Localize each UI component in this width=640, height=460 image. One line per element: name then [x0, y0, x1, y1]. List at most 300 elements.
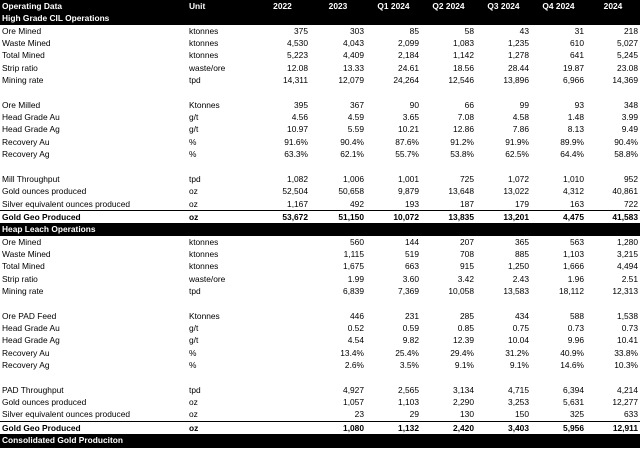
value-cell: 4.56	[291, 112, 308, 123]
row-label: Gold ounces produced	[2, 186, 87, 197]
row-label: Ore PAD Feed	[2, 310, 57, 321]
header-row	[0, 0, 640, 12]
section-title: Consolidated Gold Produciton	[0, 434, 640, 447]
value-cell: 4,530	[287, 38, 308, 49]
value-cell: 24.61	[398, 62, 419, 73]
value-cell: 5.59	[347, 124, 364, 135]
total-row	[0, 210, 640, 223]
value-cell: 725	[460, 173, 474, 184]
value-cell: 12.08	[287, 62, 308, 73]
value-cell: 325	[570, 409, 584, 420]
row-unit: %	[189, 347, 197, 358]
row-unit: ktonnes	[189, 236, 219, 247]
value-cell: 4.54	[347, 335, 364, 346]
value-cell	[255, 322, 310, 334]
value-cell: 51,150	[310, 210, 366, 223]
table-row	[0, 384, 640, 396]
row-label: Recovery Ag	[2, 359, 50, 370]
value-cell: 87.6%	[395, 136, 419, 147]
value-cell: 9.49	[621, 124, 638, 135]
value-cell: 43	[519, 25, 529, 36]
value-cell: 14.6%	[560, 359, 584, 370]
value-cell: 10,072	[366, 210, 421, 223]
value-cell: 12,079	[338, 75, 364, 86]
value-cell	[255, 310, 310, 322]
value-cell: 91.9%	[505, 136, 529, 147]
value-cell	[255, 359, 310, 371]
value-cell: 12,911	[586, 421, 640, 434]
spacer-cell	[0, 86, 640, 98]
table-row	[0, 74, 640, 86]
value-cell: 6,839	[343, 285, 364, 296]
value-cell: 4,475	[531, 210, 586, 223]
value-cell: 13,648	[448, 186, 474, 197]
value-cell: 18,112	[559, 285, 584, 296]
value-cell: 10.3%	[614, 359, 638, 370]
table-row	[0, 49, 640, 61]
value-cell: 85	[409, 25, 419, 36]
value-cell: 1,006	[343, 173, 364, 184]
value-cell: 3.99	[621, 112, 638, 123]
section-header-row	[0, 223, 640, 235]
value-cell	[255, 396, 310, 408]
row-unit: oz	[187, 421, 255, 434]
value-cell: 231	[405, 310, 419, 321]
value-cell: 492	[350, 198, 364, 209]
value-cell: 1,666	[563, 261, 584, 272]
value-cell: 4,409	[343, 50, 364, 61]
value-cell	[255, 248, 310, 260]
value-cell: 2,099	[398, 38, 419, 49]
value-cell: 663	[405, 261, 419, 272]
value-cell: 12.86	[453, 124, 474, 135]
value-cell: 7.86	[512, 124, 529, 135]
value-cell: 4.58	[512, 112, 529, 123]
value-cell: 395	[294, 99, 308, 110]
value-cell: 12,277	[612, 397, 638, 407]
value-cell: 1.99	[347, 273, 364, 284]
value-cell	[255, 236, 310, 248]
table-row	[0, 185, 640, 197]
table-row	[0, 111, 640, 123]
section-header-row	[0, 12, 640, 24]
value-cell: 9.96	[567, 335, 584, 346]
table-row	[0, 334, 640, 346]
value-cell: 207	[460, 236, 474, 247]
value-cell: 93	[574, 99, 584, 110]
value-cell: 708	[460, 248, 474, 259]
value-cell: 1,072	[508, 173, 529, 184]
table-row	[0, 260, 640, 272]
row-label: PAD Throughput	[2, 384, 64, 395]
value-cell: 12.39	[453, 335, 474, 346]
value-cell: 3,215	[617, 248, 638, 259]
value-cell: 4,715	[508, 384, 529, 395]
value-cell: 9.82	[402, 335, 419, 346]
value-cell: 1.96	[567, 273, 584, 284]
table-row	[0, 62, 640, 74]
value-cell: 3,253	[508, 397, 529, 407]
row-unit: %	[189, 149, 197, 160]
value-cell: 10.04	[508, 335, 529, 346]
value-cell: 40.9%	[560, 347, 584, 358]
header-q4-2024: Q4 2024	[531, 0, 586, 12]
value-cell: 40,861	[612, 186, 638, 197]
row-label: Total Mined	[2, 261, 45, 272]
value-cell	[255, 347, 310, 359]
value-cell: 13,022	[503, 186, 529, 197]
row-label: Strip ratio	[2, 62, 38, 73]
value-cell: 7,369	[398, 285, 419, 296]
value-cell: 1,103	[398, 397, 419, 407]
value-cell: 1,080	[310, 421, 366, 434]
value-cell: 18.56	[453, 62, 474, 73]
value-cell: 560	[350, 236, 364, 247]
row-label: Mill Throughput	[2, 173, 60, 184]
header-q2-2024: Q2 2024	[421, 0, 476, 12]
table-row	[0, 37, 640, 49]
value-cell	[255, 334, 310, 346]
value-cell: 62.5%	[505, 149, 529, 160]
value-cell: 10,058	[448, 285, 474, 296]
value-cell: 4,927	[343, 384, 364, 395]
row-label: Recovery Au	[2, 347, 50, 358]
value-cell: 0.75	[512, 322, 529, 333]
value-cell: 150	[515, 409, 529, 420]
table-row	[0, 347, 640, 359]
value-cell: 66	[464, 99, 474, 110]
value-cell	[255, 421, 310, 434]
value-cell: 99	[519, 99, 529, 110]
row-unit: oz	[187, 210, 255, 223]
table-row	[0, 310, 640, 322]
value-cell: 4,312	[563, 186, 584, 197]
value-cell	[255, 260, 310, 272]
value-cell: 89.9%	[560, 136, 584, 147]
table-row	[0, 198, 640, 211]
value-cell: 3.5%	[399, 359, 419, 370]
value-cell: 0.73	[567, 322, 584, 333]
row-unit: g/t	[189, 335, 199, 346]
row-unit: g/t	[189, 322, 199, 333]
value-cell: 367	[350, 99, 364, 110]
value-cell: 29.4%	[450, 347, 474, 358]
value-cell	[255, 285, 310, 297]
value-cell: 179	[515, 198, 529, 209]
value-cell: 29	[409, 409, 419, 420]
table-row	[0, 322, 640, 334]
header-q3-2024: Q3 2024	[476, 0, 531, 12]
value-cell: 952	[624, 173, 638, 184]
value-cell: 3,403	[476, 421, 531, 434]
section-header-row	[0, 434, 640, 447]
value-cell: 0.85	[457, 322, 474, 333]
header-2023: 2023	[310, 0, 366, 12]
row-label: Gold Geo Produced	[0, 421, 187, 434]
value-cell: 4,494	[617, 261, 638, 272]
row-label: Recovery Au	[2, 136, 50, 147]
value-cell: 3.60	[402, 273, 419, 284]
value-cell: 6,966	[563, 75, 584, 86]
value-cell: 63.3%	[284, 149, 308, 160]
value-cell: 885	[515, 248, 529, 259]
table-row	[0, 99, 640, 111]
row-unit: Ktonnes	[189, 310, 220, 321]
value-cell: 434	[515, 310, 529, 321]
value-cell: 610	[570, 38, 584, 49]
value-cell: 3.42	[457, 273, 474, 284]
value-cell: 13,835	[421, 210, 476, 223]
value-cell: 90	[409, 99, 419, 110]
value-cell: 1,103	[563, 248, 584, 259]
header-2024: 2024	[586, 0, 640, 12]
value-cell: 23.08	[617, 62, 638, 73]
row-label: Mining rate	[2, 285, 44, 296]
row-unit: g/t	[189, 112, 199, 123]
value-cell: 5,027	[617, 38, 638, 49]
row-label: Head Grade Ag	[2, 124, 60, 135]
value-cell: 52,504	[282, 186, 308, 197]
value-cell: 375	[294, 25, 308, 36]
table-row	[0, 123, 640, 135]
header-2022: 2022	[255, 0, 310, 12]
value-cell: 31	[574, 25, 584, 36]
cutoff-row	[0, 447, 640, 459]
header-q1-2024: Q1 2024	[366, 0, 421, 12]
value-cell: 50,658	[338, 186, 364, 197]
value-cell: 1,010	[563, 173, 584, 184]
value-cell: 4,043	[343, 38, 364, 49]
value-cell: 55.7%	[395, 149, 419, 160]
table-row	[0, 408, 640, 421]
row-label: Head Grade Au	[2, 112, 60, 123]
value-cell: 0.73	[621, 322, 638, 333]
value-cell: 365	[515, 236, 529, 247]
value-cell: 0.59	[402, 322, 419, 333]
row-unit: tpd	[189, 285, 201, 296]
table-row	[0, 236, 640, 248]
section-title: Heap Leach Operations	[0, 223, 640, 235]
row-unit: %	[189, 136, 197, 147]
value-cell: 91.2%	[450, 136, 474, 147]
value-cell: 1,278	[508, 50, 529, 61]
value-cell: 14,311	[283, 75, 308, 86]
value-cell: 5,631	[563, 397, 584, 407]
row-unit: tpd	[189, 173, 201, 184]
value-cell: 8.13	[567, 124, 584, 135]
value-cell: 2.43	[512, 273, 529, 284]
value-cell: 2,184	[398, 50, 419, 61]
value-cell: 64.4%	[560, 149, 584, 160]
value-cell: 91.6%	[284, 136, 308, 147]
row-unit: waste/ore	[189, 62, 226, 73]
value-cell: 3,134	[453, 384, 474, 395]
value-cell: 0.52	[347, 322, 364, 333]
value-cell: 1,001	[398, 173, 419, 184]
row-unit: ktonnes	[189, 50, 219, 61]
row-unit: ktonnes	[189, 248, 219, 259]
value-cell: 3.65	[402, 112, 419, 123]
value-cell: 7.08	[457, 112, 474, 123]
value-cell: 13.33	[343, 62, 364, 73]
value-cell: 563	[570, 236, 584, 247]
row-unit: g/t	[189, 124, 199, 135]
value-cell: 53,672	[255, 210, 310, 223]
value-cell: 4.59	[347, 112, 364, 123]
value-cell: 1,082	[287, 173, 308, 184]
section-title: High Grade CIL Operations	[0, 12, 640, 24]
value-cell: 588	[570, 310, 584, 321]
spacer-row	[0, 297, 640, 309]
row-unit: oz	[189, 397, 198, 407]
spacer-cell	[0, 160, 640, 172]
value-cell: 10.21	[398, 124, 419, 135]
value-cell: 13,201	[476, 210, 531, 223]
spacer-cell	[0, 371, 640, 383]
value-cell: 1,538	[617, 310, 638, 321]
value-cell: 915	[460, 261, 474, 272]
row-label: Head Grade Au	[2, 322, 60, 333]
value-cell: 1,057	[343, 397, 364, 407]
value-cell: 58	[464, 25, 474, 36]
value-cell: 53.8%	[450, 149, 474, 160]
value-cell: 1,115	[343, 248, 364, 259]
value-cell: 58.8%	[614, 149, 638, 160]
value-cell: 1,235	[508, 38, 529, 49]
row-unit: tpd	[189, 384, 201, 395]
value-cell: 1.48	[567, 112, 584, 123]
header-unit: Unit	[187, 0, 255, 12]
value-cell: 303	[350, 25, 364, 36]
row-label: Recovery Ag	[2, 149, 50, 160]
value-cell: 13.4%	[340, 347, 364, 358]
value-cell: 6,394	[563, 384, 584, 395]
value-cell: 14,369	[612, 75, 638, 86]
value-cell: 19.87	[563, 62, 584, 73]
value-cell: 193	[405, 198, 419, 209]
row-unit: ktonnes	[189, 38, 219, 49]
value-cell: 163	[570, 198, 584, 209]
row-label: Ore Mined	[2, 236, 42, 247]
row-unit: ktonnes	[189, 25, 219, 36]
value-cell: 519	[405, 248, 419, 259]
value-cell: 62.1%	[340, 149, 364, 160]
header-label: Operating Data	[0, 0, 187, 12]
value-cell: 5,223	[287, 50, 308, 61]
row-label: Waste Mined	[2, 38, 51, 49]
value-cell: 25.4%	[395, 347, 419, 358]
value-cell: 2,565	[398, 384, 419, 395]
value-cell	[255, 273, 310, 285]
value-cell: 348	[624, 99, 638, 110]
value-cell: 90.4%	[614, 136, 638, 147]
value-cell: 33.8%	[614, 347, 638, 358]
value-cell: 12,313	[612, 285, 638, 296]
value-cell: 641	[570, 50, 584, 61]
value-cell: 285	[460, 310, 474, 321]
value-cell: 130	[460, 409, 474, 420]
value-cell: 5,956	[531, 421, 586, 434]
table-row	[0, 148, 640, 160]
row-label: Head Grade Ag	[2, 335, 60, 346]
row-unit: Ktonnes	[189, 99, 220, 110]
row-label: Total Mined	[2, 50, 45, 61]
value-cell: 2.51	[621, 273, 638, 284]
value-cell: 13,583	[503, 285, 529, 296]
value-cell: 12,546	[448, 75, 474, 86]
row-label: Ore Milled	[2, 99, 41, 110]
value-cell: 10.97	[287, 124, 308, 135]
table-row	[0, 285, 640, 297]
row-label: Ore Mined	[2, 25, 42, 36]
value-cell: 2,420	[421, 421, 476, 434]
row-unit: tpd	[189, 75, 201, 86]
value-cell: 13,896	[503, 75, 529, 86]
value-cell: 5,245	[617, 50, 638, 61]
value-cell: 9,879	[398, 186, 419, 197]
row-unit: oz	[189, 186, 198, 197]
row-unit: ktonnes	[189, 261, 219, 272]
value-cell: 633	[624, 409, 638, 420]
value-cell: 1,167	[287, 198, 308, 209]
value-cell: 144	[405, 236, 419, 247]
value-cell: 1,675	[343, 261, 364, 272]
row-label: Silver equivalent ounces produced	[2, 198, 131, 209]
table-row	[0, 248, 640, 260]
value-cell: 28.44	[508, 62, 529, 73]
table-row	[0, 396, 640, 408]
spacer-row	[0, 160, 640, 172]
row-unit: %	[189, 359, 197, 370]
value-cell	[255, 384, 310, 396]
row-label: Silver equivalent ounces produced	[2, 409, 131, 420]
spacer-row	[0, 371, 640, 383]
row-label: Waste Mined	[2, 248, 51, 259]
value-cell: 41,583	[586, 210, 640, 223]
value-cell: 90.4%	[340, 136, 364, 147]
row-unit: waste/ore	[189, 273, 226, 284]
row-label: Mining rate	[2, 75, 44, 86]
row-unit: oz	[189, 409, 198, 420]
value-cell: 2,290	[453, 397, 474, 407]
cutoff-line	[0, 447, 640, 459]
value-cell: 2.6%	[344, 359, 364, 370]
value-cell: 722	[624, 198, 638, 209]
row-label: Gold ounces produced	[2, 397, 87, 407]
value-cell: 9.1%	[454, 359, 474, 370]
value-cell: 218	[624, 25, 638, 36]
table-row	[0, 359, 640, 371]
value-cell: 1,250	[508, 261, 529, 272]
table-body	[0, 12, 640, 459]
value-cell: 9.1%	[509, 359, 529, 370]
value-cell: 1,083	[453, 38, 474, 49]
row-label: Strip ratio	[2, 273, 38, 284]
row-unit: oz	[189, 198, 198, 209]
value-cell: 446	[350, 310, 364, 321]
value-cell: 24,264	[393, 75, 419, 86]
row-label: Gold Geo Produced	[0, 210, 187, 223]
value-cell	[255, 408, 310, 421]
total-row	[0, 421, 640, 434]
table-row	[0, 273, 640, 285]
value-cell: 10.41	[617, 335, 638, 346]
value-cell: 4,214	[617, 384, 638, 395]
table-row	[0, 25, 640, 37]
value-cell: 1,280	[617, 236, 638, 247]
table-row	[0, 136, 640, 148]
value-cell: 187	[460, 198, 474, 209]
